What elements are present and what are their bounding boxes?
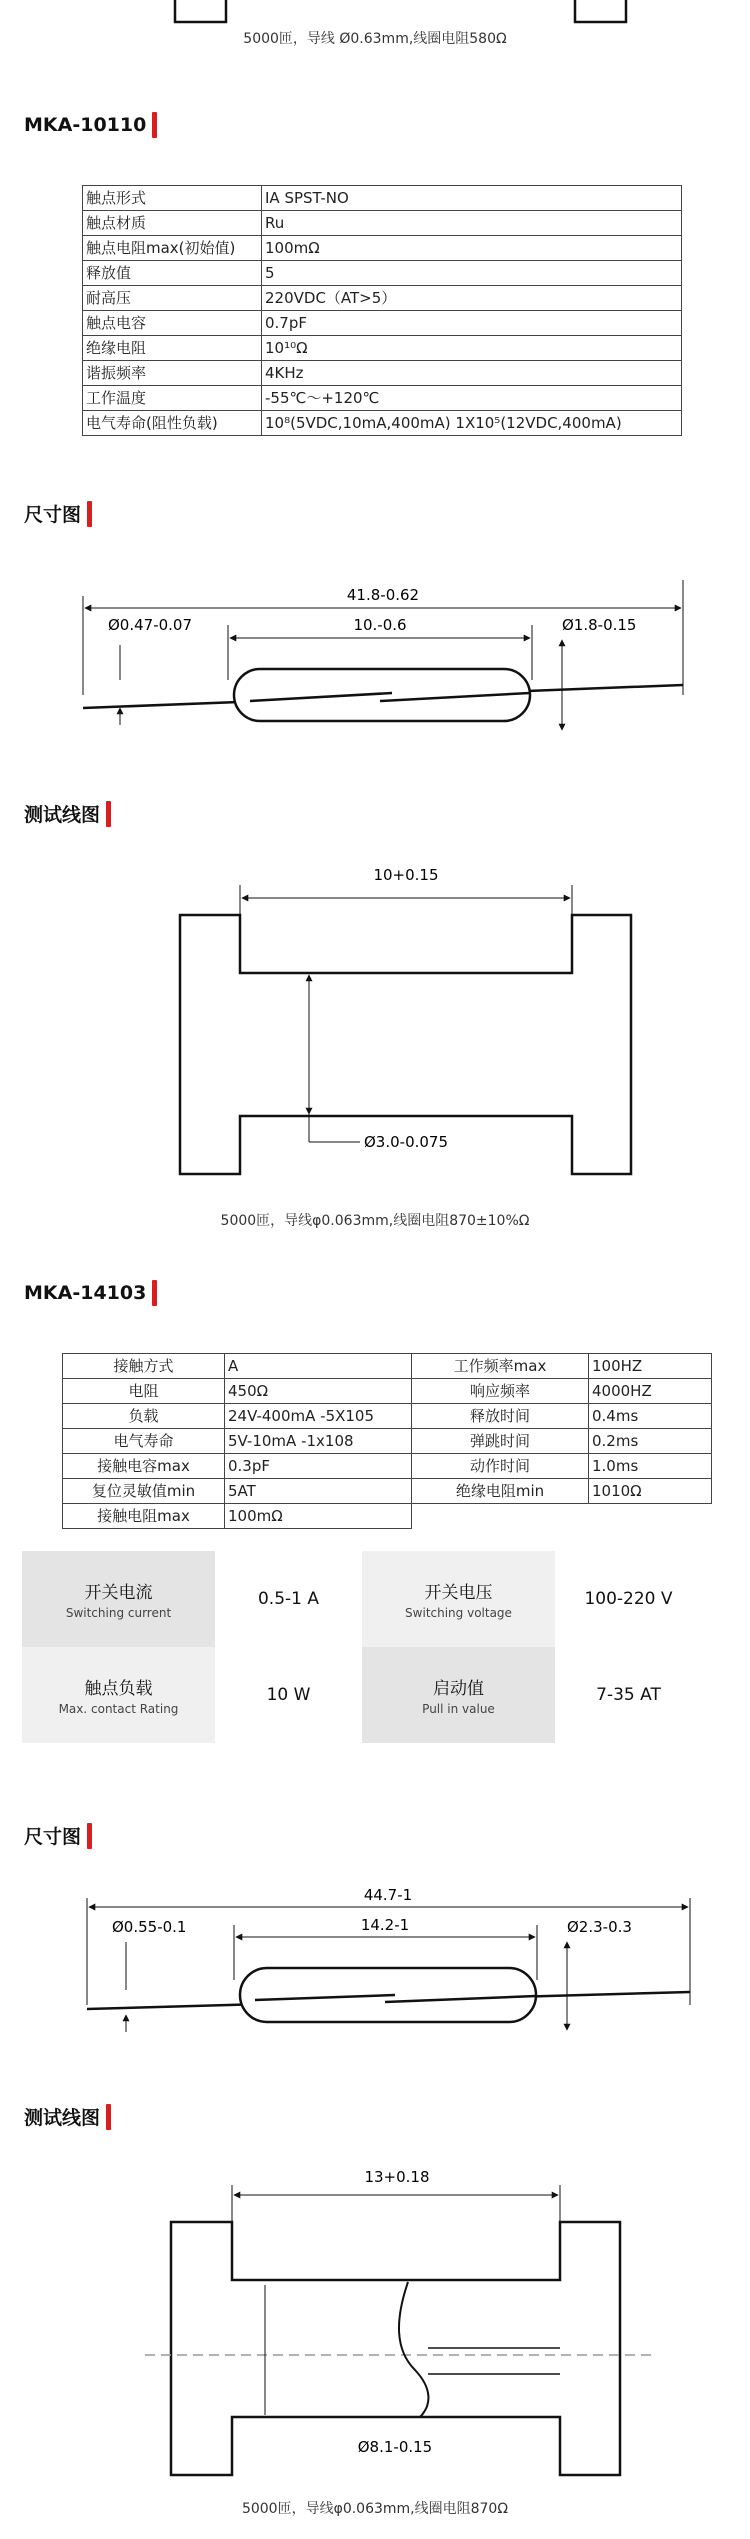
spec-row xyxy=(83,311,682,336)
spec-row xyxy=(83,211,682,236)
spec-label: 触点材质 xyxy=(83,211,262,236)
rating-label: 启动值 xyxy=(433,1679,484,1699)
spec-value: 0.3pF xyxy=(225,1454,412,1479)
model1-coil-drawing xyxy=(0,850,750,1180)
model2-coil-drawing xyxy=(0,2160,750,2480)
model1-spec-table xyxy=(82,185,682,436)
spec-value: 4KHz xyxy=(262,361,682,386)
spec-label: 释放值 xyxy=(83,261,262,286)
ratings-row xyxy=(22,1551,702,1647)
dim-bodydia-label: Ø1.8-0.15 xyxy=(562,616,637,634)
spec-label: 谐振频率 xyxy=(83,361,262,386)
dim-total-label: 41.8-0.62 xyxy=(346,586,420,604)
model1-dimension-drawing xyxy=(0,560,750,750)
rating-label: 触点负载 xyxy=(84,1679,153,1699)
spec-row xyxy=(83,236,682,261)
spec-row xyxy=(83,286,682,311)
dim-body-label: 10.-0.6 xyxy=(353,616,407,634)
rating-label-en: Max. contact Rating xyxy=(58,1702,179,1716)
spec-label: 触点电阻max(初始值) xyxy=(83,236,262,261)
model2-coil-caption: 5000匝，导线φ0.063mm,线圈电阻870Ω xyxy=(241,2501,509,2517)
dim-total-label: 44.7-1 xyxy=(363,1886,413,1904)
rating-label: 开关电流 xyxy=(84,1583,153,1603)
spec-value: IA SPST-NO xyxy=(262,186,682,211)
spec-label: 释放时间 xyxy=(412,1404,589,1429)
spec-value: 5AT xyxy=(225,1479,412,1504)
title-accent-bar xyxy=(152,1280,157,1306)
spec-row xyxy=(83,336,682,361)
spec-row xyxy=(63,1429,712,1454)
spec-label: 电气寿命 xyxy=(63,1429,225,1454)
dim-body-label: 14.2-1 xyxy=(360,1916,410,1934)
spec-label: 耐高压 xyxy=(83,286,262,311)
spec-value: Ru xyxy=(262,211,682,236)
spec-label: 动作时间 xyxy=(412,1454,589,1479)
spec-value: 100HZ xyxy=(589,1354,712,1379)
spec-value: 1.0ms xyxy=(589,1454,712,1479)
model1-dim-title: 尺寸图 xyxy=(24,500,92,527)
spec-value: 100mΩ xyxy=(225,1504,412,1529)
spec-row xyxy=(63,1454,712,1479)
rating-label-en: Switching current xyxy=(65,1606,172,1620)
coil-dia-label: Ø3.0-0.075 xyxy=(364,1133,449,1151)
coil-width-label: 13+0.18 xyxy=(364,2168,430,2186)
model1-coil-caption: 5000匝，导线φ0.063mm,线圈电阻870±10%Ω xyxy=(220,1213,530,1229)
spec-label: 复位灵敏值min xyxy=(63,1479,225,1504)
spec-value: -55℃～+120℃ xyxy=(262,386,682,411)
spec-label: 工作温度 xyxy=(83,386,262,411)
spec-row xyxy=(63,1504,712,1529)
rating-value: 0.5-1 A xyxy=(215,1551,362,1647)
spec-row xyxy=(83,361,682,386)
dim-bodydia-label: Ø2.3-0.3 xyxy=(567,1918,632,1936)
model2-spec-table xyxy=(62,1353,712,1529)
spec-label: 负载 xyxy=(63,1404,225,1429)
ratings-row xyxy=(22,1647,702,1743)
top-coil-caption: 5000匝，导线 Ø0.63mm,线圈电阻580Ω xyxy=(243,31,507,47)
model2-dim-title: 尺寸图 xyxy=(24,1822,92,1849)
coil-width-label: 10+0.15 xyxy=(373,866,439,884)
spec-value: A xyxy=(225,1354,412,1379)
coil-dia-label: Ø8.1-0.15 xyxy=(357,2438,433,2456)
spec-value: 4000HZ xyxy=(589,1379,712,1404)
spec-value: 100mΩ xyxy=(262,236,682,261)
spec-row xyxy=(83,386,682,411)
spec-value: 5V-10mA -1x108 xyxy=(225,1429,412,1454)
rating-label-cell xyxy=(362,1551,555,1647)
title-accent-bar xyxy=(106,801,111,827)
spec-label xyxy=(412,1504,589,1529)
spec-row xyxy=(83,411,682,436)
model2-coil-title: 测试线图 xyxy=(24,2103,111,2130)
spec-row xyxy=(63,1379,712,1404)
rating-label-en: Switching voltage xyxy=(405,1606,512,1620)
spec-label: 电阻 xyxy=(63,1379,225,1404)
title-accent-bar xyxy=(87,1823,92,1849)
spec-value: 10⁸(5VDC,10mA,400mA) 1X10⁵(12VDC,400mA) xyxy=(262,411,682,436)
spec-value: 0.7pF xyxy=(262,311,682,336)
spec-value: 0.2ms xyxy=(589,1429,712,1454)
spec-label: 接触方式 xyxy=(63,1354,225,1379)
spec-value: 450Ω xyxy=(225,1379,412,1404)
spec-row xyxy=(83,186,682,211)
title-accent-bar xyxy=(87,501,92,527)
rating-label-cell xyxy=(22,1551,215,1647)
spec-label: 绝缘电阻 xyxy=(83,336,262,361)
spec-value: 220VDC（AT>5） xyxy=(262,286,682,311)
model1-coil-title: 测试线图 xyxy=(24,800,111,827)
model2-dimension-drawing xyxy=(0,1870,750,2040)
spec-value: 10¹⁰Ω xyxy=(262,336,682,361)
spec-value: 1010Ω xyxy=(589,1479,712,1504)
spec-label: 接触电阻max xyxy=(63,1504,225,1529)
spec-label: 接触电容max xyxy=(63,1454,225,1479)
rating-value: 10 W xyxy=(215,1647,362,1743)
rating-value: 100-220 V xyxy=(555,1551,702,1647)
spec-row xyxy=(63,1479,712,1504)
spec-row xyxy=(63,1404,712,1429)
spec-row xyxy=(63,1354,712,1379)
spec-label: 触点形式 xyxy=(83,186,262,211)
rating-label-en: Pull in value xyxy=(422,1702,495,1716)
spec-row xyxy=(83,261,682,286)
spec-label: 绝缘电阻min xyxy=(412,1479,589,1504)
spec-label: 弹跳时间 xyxy=(412,1429,589,1454)
model2-title: MKA-14103 xyxy=(24,1280,157,1306)
rating-label-cell xyxy=(22,1647,215,1743)
dim-lead-label: Ø0.55-0.1 xyxy=(112,1918,187,1936)
dim-lead-label: Ø0.47-0.07 xyxy=(108,616,193,634)
title-accent-bar xyxy=(152,112,157,138)
spec-label: 响应频率 xyxy=(412,1379,589,1404)
rating-value: 7-35 AT xyxy=(555,1647,702,1743)
spec-value: 5 xyxy=(262,261,682,286)
model1-title: MKA-10110 xyxy=(24,112,157,138)
ratings-grid xyxy=(22,1551,702,1743)
spec-value: 0.4ms xyxy=(589,1404,712,1429)
rating-label: 开关电压 xyxy=(424,1583,493,1603)
spec-value: 24V-400mA -5X105 xyxy=(225,1404,412,1429)
spec-value xyxy=(589,1504,712,1529)
spec-label: 工作频率max xyxy=(412,1354,589,1379)
spec-label: 电气寿命(阻性负载) xyxy=(83,411,262,436)
rating-label-cell xyxy=(362,1647,555,1743)
spec-label: 触点电容 xyxy=(83,311,262,336)
title-accent-bar xyxy=(106,2104,111,2130)
